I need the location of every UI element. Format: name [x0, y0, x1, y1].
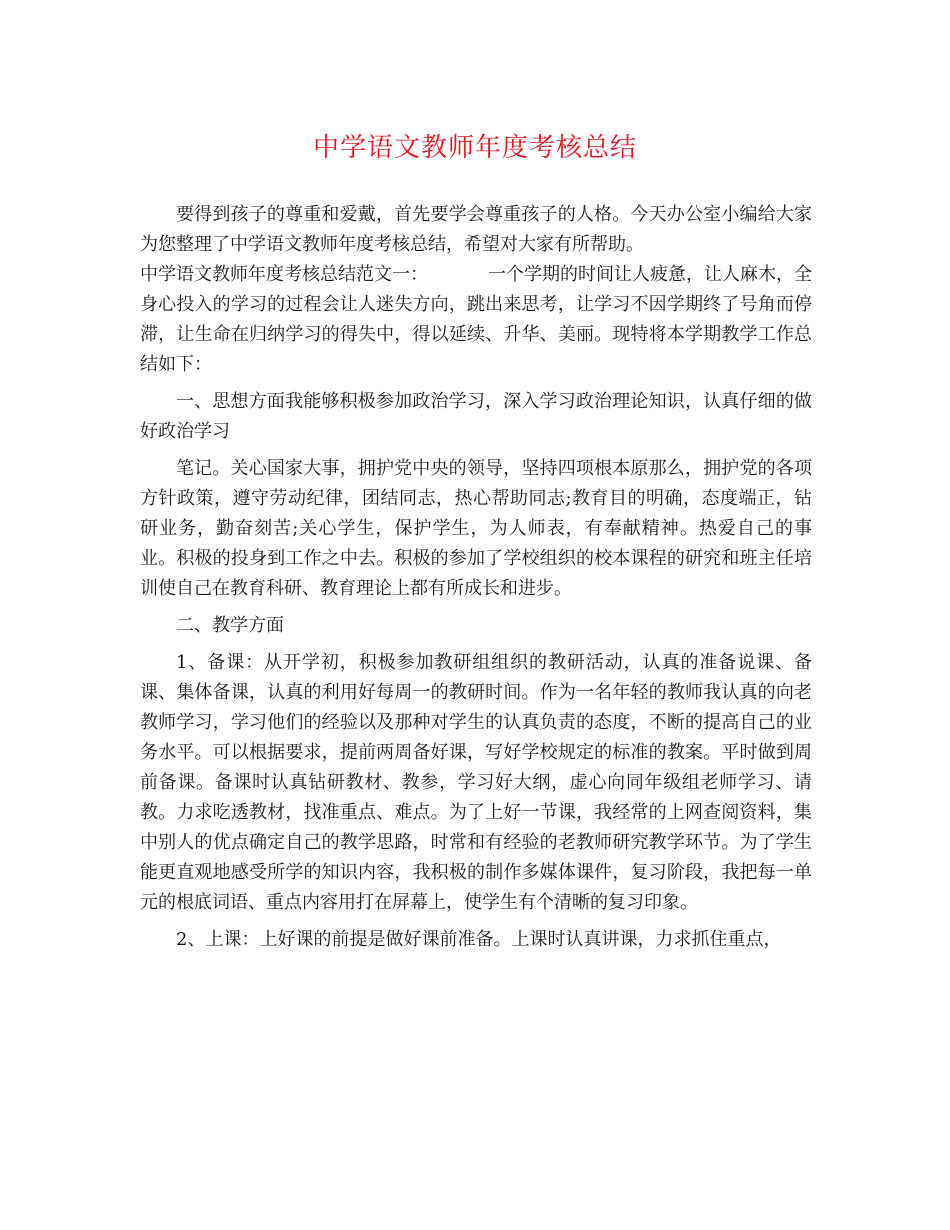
item-lesson-prep: 1、备课：从开学初，积极参加教研组组织的教研活动，认真的准备说课、备课、集体备课，认真的利用好每周一的教研时间。作为一名年轻的教师我认真的向老教师学习，学习他们的经验以及那种对学生的认真负责的态度，不断的提高自己的业务水平。可以根据要求，提前两周备好课，写好学校规定的标准的教案。平时做到周前备课。备课时认真钻研教材、教参，学习好大纲，虚心向同年级组老师学习、请教。力求吃透教材，找准重点、难点。为了上好一节课，我经常的上网查阅资料，集中别人的优点确定自己的教学思路，时常和有经验的老教师研究教学环节。为了学生能更直观地感受所学的知识内容，我积极的制作多媒体课件，复习阶段，我把每一单元的根底词语、重点内容用打在屏幕上，使学生有个清晰的复习印象。 — [140, 652, 812, 913]
section-thought-heading: 一、思想方面我能够积极参加政治学习，深入学习政治理论知识，认真仔细的做好政治学习 — [140, 391, 812, 442]
document-title: 中学语文教师年度考核总结 — [312, 133, 637, 163]
sample-opening: 一个学期的时间让人疲惫，让人麻木，全身心投入的学习的过程会让人迷失方向，跳出来思考，让学习不因学期终了号角而停滞，让生命在归纳学习的得失中，得以延续、升华、美丽。现特将本学期教学工作总结如下： — [140, 264, 812, 375]
sample-paragraph — [140, 260, 812, 380]
sample-label: 中学语文教师年度考核总结范文一： — [140, 264, 428, 285]
intro-paragraph: 要得到孩子的尊重和爱戴，首先要学会尊重孩子的人格。今天办公室小编给大家为您整理了中学语文教师年度考核总结，希望对大家有所帮助。 — [140, 204, 812, 255]
document-body — [140, 200, 812, 955]
section-teaching-heading: 二、教学方面 — [176, 615, 284, 636]
section-thought-body: 笔记。关心国家大事，拥护党中央的领导，坚持四项根本原那么，拥护党的各项方针政策，遵守劳动纪律，团结同志，热心帮助同志;教育目的明确，态度端正，钻研业务，勤奋刻苦;关心学生，保护学生，为人师表，有奉献精神。热爱自己的事业。积极的投身到工作之中去。积极的参加了学校组织的校本课程的研究和班主任培训使自己在教育科研、教育理论上都有所成长和进步。 — [140, 458, 812, 599]
item-teaching: 2、上课：上好课的前提是做好课前准备。上课时认真讲课，力求抓住重点， — [176, 929, 782, 950]
